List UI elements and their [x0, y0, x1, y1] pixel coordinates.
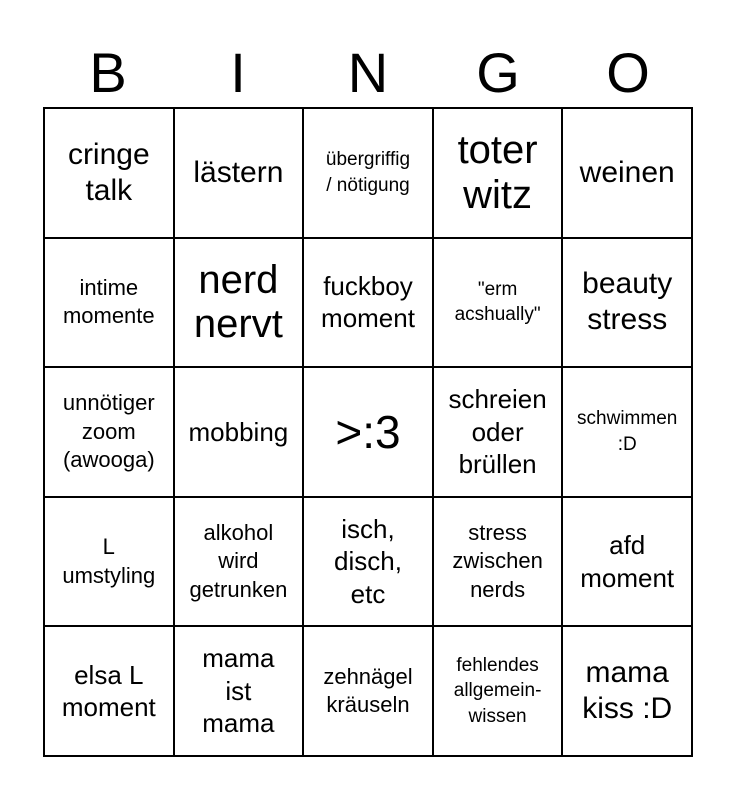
bingo-cell[interactable]: mama ist mama	[174, 626, 304, 756]
bingo-cell[interactable]: zehnägel kräuseln	[303, 626, 433, 756]
header-letter-g: G	[476, 41, 520, 104]
header-letter-b: B	[89, 41, 127, 104]
bingo-cell[interactable]: stress zwischen nerds	[433, 497, 563, 627]
bingo-cell[interactable]: afd moment	[562, 497, 692, 627]
bingo-cell[interactable]: intime momente	[44, 238, 174, 368]
header-letter-i: I	[230, 41, 246, 104]
bingo-cell[interactable]: mama kiss :D	[562, 626, 692, 756]
bingo-cell[interactable]: fuckboy moment	[303, 238, 433, 368]
bingo-board	[43, 107, 693, 757]
bingo-cell[interactable]: unnötiger zoom (awooga)	[44, 367, 174, 497]
bingo-cell[interactable]: weinen	[562, 108, 692, 238]
header-letter-n: N	[347, 41, 389, 104]
bingo-cell[interactable]: isch, disch, etc	[303, 497, 433, 627]
bingo-cell[interactable]: elsa L moment	[44, 626, 174, 756]
bingo-cell[interactable]: "erm acshually"	[433, 238, 563, 368]
bingo-cell[interactable]: schreien oder brüllen	[433, 367, 563, 497]
bingo-header	[43, 40, 693, 106]
bingo-cell[interactable]: lästern	[174, 108, 304, 238]
bingo-cell[interactable]: fehlendes allgemein- wissen	[433, 626, 563, 756]
bingo-cell[interactable]: L umstyling	[44, 497, 174, 627]
bingo-cell-free[interactable]: >:3	[303, 367, 433, 497]
bingo-cell[interactable]: nerd nervt	[174, 238, 304, 368]
bingo-cell[interactable]: beauty stress	[562, 238, 692, 368]
bingo-cell[interactable]: schwimmen :D	[562, 367, 692, 497]
header-letter-o: O	[606, 41, 650, 104]
bingo-cell[interactable]: mobbing	[174, 367, 304, 497]
bingo-cell[interactable]: alkohol wird getrunken	[174, 497, 304, 627]
bingo-cell[interactable]: cringe talk	[44, 108, 174, 238]
bingo-cell[interactable]: toter witz	[433, 108, 563, 238]
bingo-cell[interactable]: übergriffig / nötigung	[303, 108, 433, 238]
